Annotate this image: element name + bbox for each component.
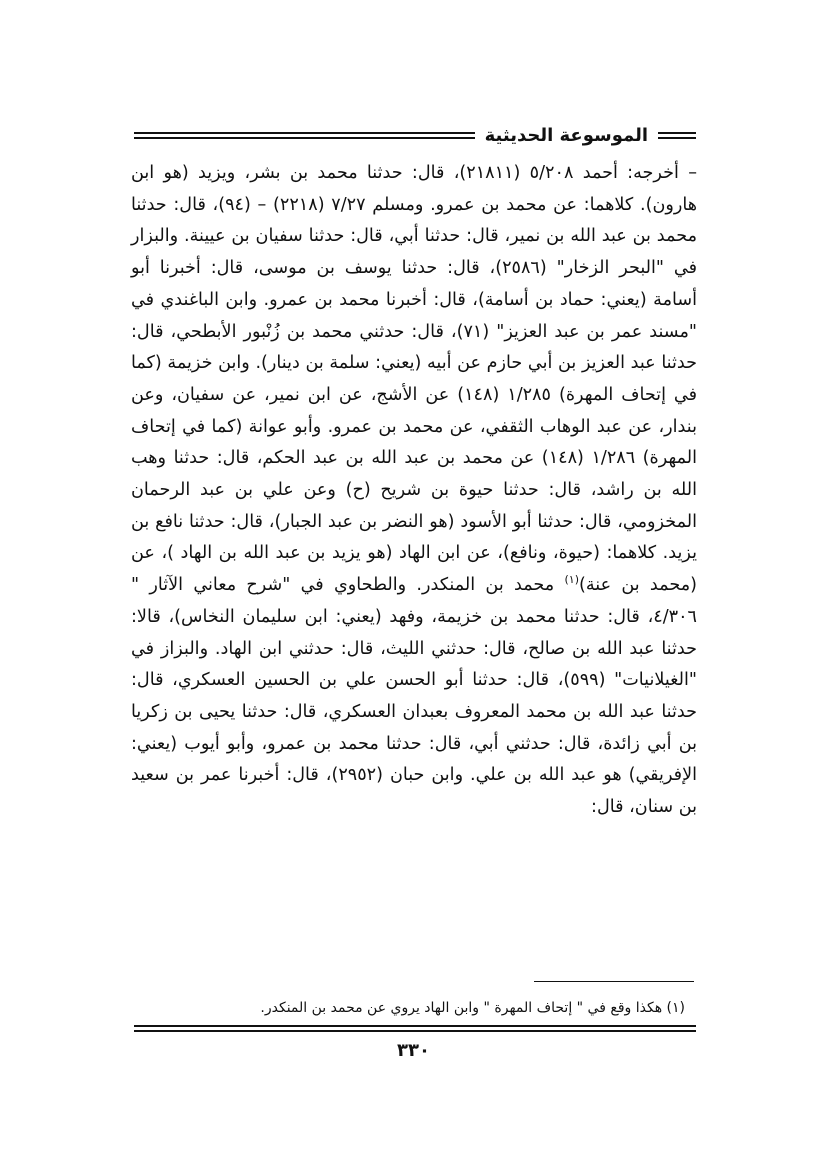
footnote: (١) هكذا وقع في " إتحاف المهرة " وابن الهاد يروي عن محمد بن المنكدر.: [260, 1000, 685, 1016]
running-header: [134, 120, 696, 150]
paragraph-text: – أخرجه: أحمد ٥/٢٠٨ (٢١٨١١)، قال: حدثنا محمد بن بشر، ويزيد (هو ابن هارون). كلاهما: عن محمد بن عمرو. ومسلم ٧/٢٧ (٢٢١٨) – (٩٤)، قال: حدثنا محمد بن عبد الله بن نمير، قال: حدثنا أبي، قال: حدثنا سفيان بن عيينة. والبزار في "البحر الزخار" (٢٥٨٦)، قال: حدثنا يوسف بن موسى، قال: أخبرنا أبو أسامة (يعني: حماد بن أسامة)، قال: أخبرنا محمد بن عمرو. وابن الباغندي في "مسند عمر بن عبد العزيز" (٧١)، قال: حدثني محمد بن زُنْبور الأبطحي، قال: حدثنا عبد العزيز بن أبي حازم عن أبيه (يعني: سلمة بن دينار). وابن خزيمة (كما في إتحاف المهرة) ١/٢٨٥ (١٤٨) عن الأشج، عن ابن نمير، عن سفيان، وعن بندار، عن عبد الوهاب الثقفي، عن محمد بن عمرو. وأبو عوانة (كما في إتحاف المهرة) ١/٢٨٦ (١٤٨) عن محمد بن عبد الله بن عبد الحكم، قال: حدثنا وهب الله بن راشد، قال: حدثنا حيوة بن شريح (ح) وعن علي بن عبد الرحمان المخزومي، قال: حدثنا أبو الأسود (هو النضر بن عبد الجبار)، قال: حدثنا نافع بن يزيد. كلاهما: (حيوة، ونافع)، عن ابن الهاد (هو يزيد بن عبد الله بن الهاد )، عن (محمد بن عنة): [131, 163, 698, 596]
header-rule-left: [134, 132, 475, 139]
paragraph-text-continued: محمد بن المنكدر. والطحاوي في "شرح معاني الآثار " ٤/٣٠٦، قال: حدثنا محمد بن خزيمة، وفهد (يعني: ابن سليمان النخاس)، قالا: حدثنا عبد الله بن صالح، قال: حدثني الليث، قال: حدثني ابن الهاد. والبزاز في "الغيلانيات" (٥٩٩)، قال: حدثنا أبو الحسن علي بن الحسين العسكري، قال: حدثنا عبد الله بن محمد المعروف بعبدان العسكري، قال: حدثنا يحيى بن زكريا بن أبي زائدة، قال: حدثني أبي، قال: حدثنا محمد بن عمرو، وأبو أيوب (يعني: الإفريقي) هو عبد الله بن علي. وابن حبان (٢٩٥٢)، قال: أخبرنا عمر بن سعيد بن سنان، قال:: [131, 575, 697, 818]
page-number: ٣٣٠: [397, 1040, 430, 1061]
footnote-marker: (١): [564, 573, 579, 587]
footer-rule: [134, 1025, 696, 1032]
footnote-separator: [534, 981, 694, 982]
main-text: [131, 158, 697, 824]
hadith-takhrij-paragraph: [131, 158, 697, 824]
page-title: الموسوعة الحديثية: [484, 124, 648, 146]
header-rule-right: [658, 132, 696, 139]
